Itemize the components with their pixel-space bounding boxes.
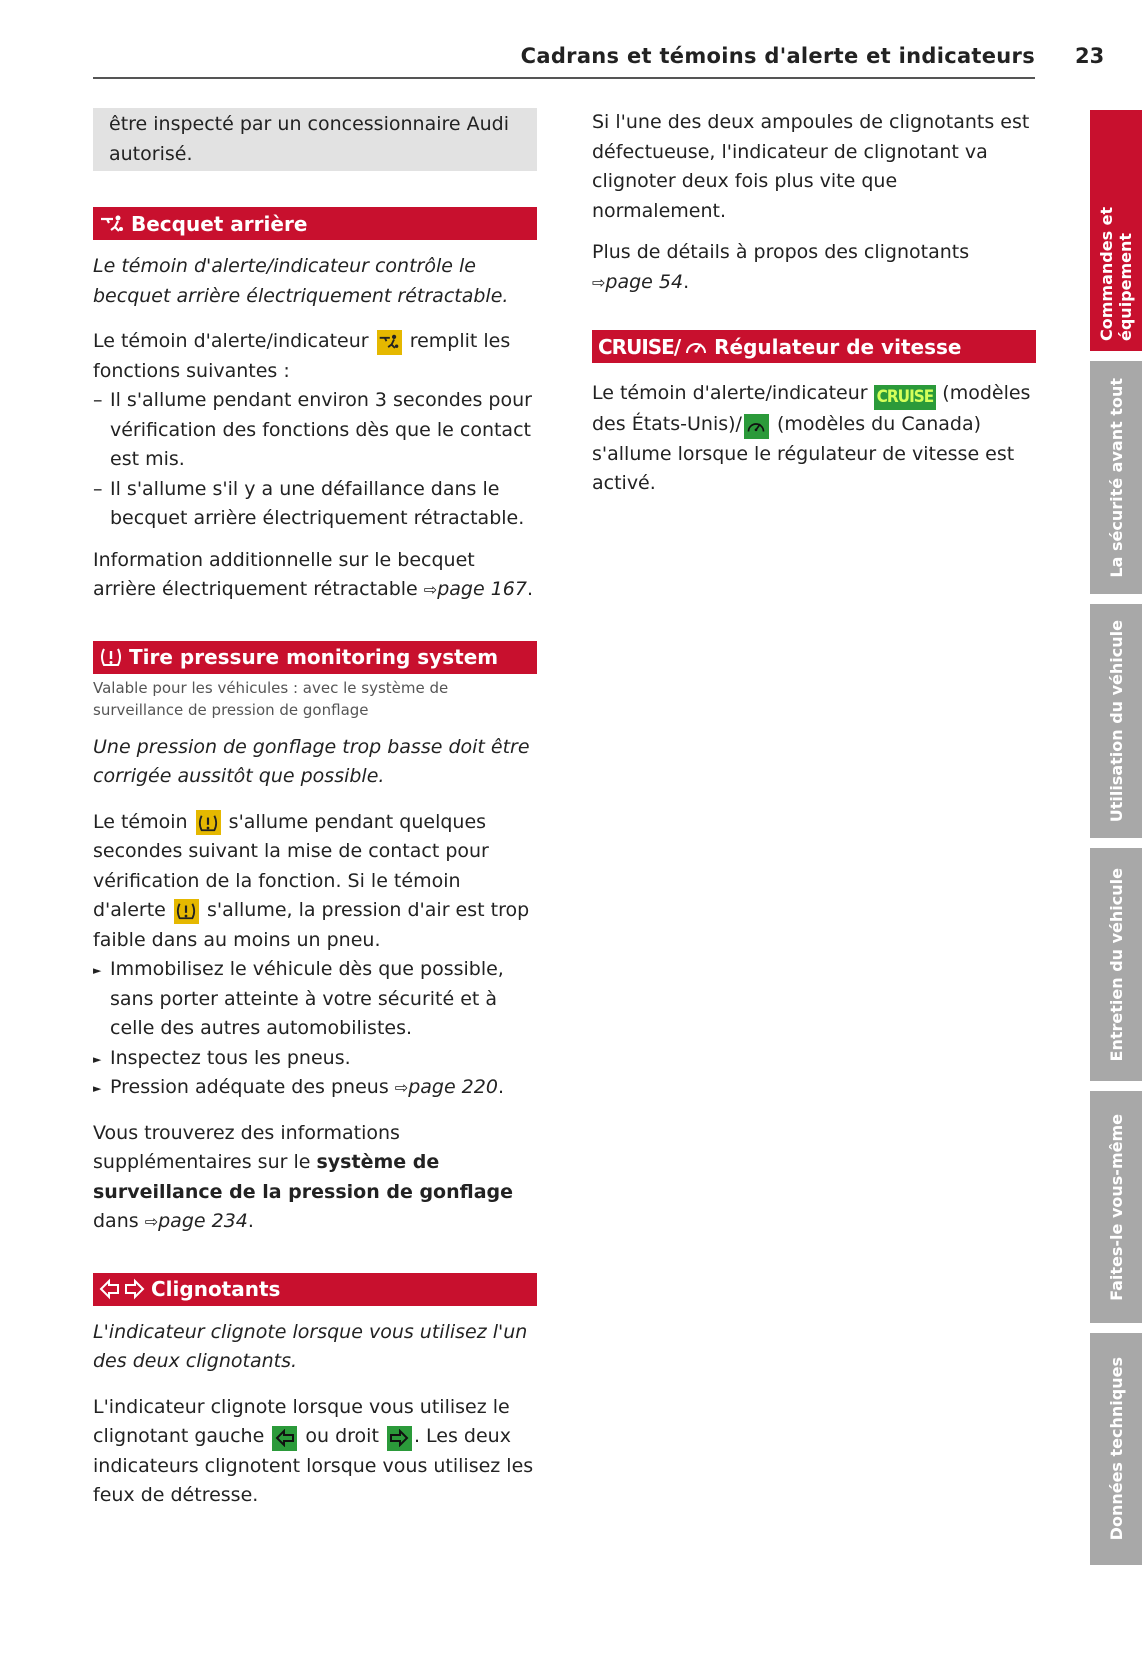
left-column [93, 108, 537, 1511]
sidebar-tab-label: Entretien du véhicule [1106, 867, 1126, 1062]
arrow-right-icon: ⇨ [423, 580, 438, 599]
tpms-pressure-page-ref-text: page 220 [408, 1076, 498, 1098]
sidebar-tab-donnees[interactable] [1090, 1333, 1142, 1565]
turn-paragraph [93, 1393, 537, 1511]
turn-more-end: . [683, 270, 690, 293]
section-header-turn-signals [93, 1273, 537, 1306]
carryover-note: être inspecté par un concessionnaire Audi autorisé. [93, 108, 537, 171]
tpms-p1-c: s'allume, la pression d'air est trop faible dans au moins un pneu. [93, 899, 530, 951]
spoiler-function-list [93, 386, 537, 534]
cruise-paragraph [592, 379, 1036, 499]
sidebar-tab-label: Faites-le vous-même [1106, 1113, 1126, 1301]
speedometer-indicator-icon [744, 414, 769, 439]
header-rule [93, 77, 1035, 79]
section-title-tpms: Tire pressure monitoring system [129, 645, 499, 669]
list-item: ► Immobilisez le véhicule dès que possible, sans porter atteinte à votre sécurité et à celle des autres automobilistes. [93, 955, 537, 1044]
running-header-title: Cadrans et témoins d'alerte et indicateurs [520, 44, 1035, 68]
cruise-indicator-lamp: CRUISE [874, 385, 937, 410]
turn-intro: L'indicateur clignote lorsque vous utilisez l'un des deux clignotants. [93, 1320, 528, 1372]
cruise-heading-prefix: CRUISE/ [598, 334, 681, 359]
turn-more-info [592, 238, 1036, 297]
sidebar-tab-label: La sécurité avant tout [1106, 377, 1126, 578]
tpms-p1-a: Le témoin [93, 810, 188, 833]
tire-pressure-icon [99, 646, 123, 668]
spoiler-info-text: Information additionnelle sur le becquet arrière électriquement rétractable [93, 548, 475, 600]
cruise-p1-a: Le témoin d'alerte/indicateur [592, 382, 868, 404]
sidebar-tab-entretien[interactable] [1090, 848, 1142, 1081]
right-column [592, 108, 1036, 499]
tpms-intro: Une pression de gonflage trop basse doit être corrigée aussitôt que possible. [93, 735, 530, 787]
turn-p1-b: ou droit [305, 1425, 379, 1447]
tpms-warning-icon [174, 899, 199, 924]
spoiler-info [93, 546, 537, 605]
section-header-tpms [93, 641, 537, 674]
tpms-more-end: . [247, 1210, 254, 1232]
right-turn-indicator-icon [387, 1426, 412, 1451]
sidebar-tab-label: Commandes et équipement [1097, 206, 1135, 341]
turn-p1-c: . Les deux indicateurs clignotent lorsque vous utilisez les feux de détresse. [93, 1425, 534, 1506]
tpms-system-page-ref-text: page 234 [158, 1210, 248, 1232]
tpms-more-bold: système de surveillance de la pression de gonflage [93, 1151, 514, 1203]
list-item: ► Inspectez tous les pneus. [93, 1044, 537, 1074]
tpms-paragraph [93, 808, 537, 956]
tpms-bullet3-end: . [497, 1076, 504, 1098]
section-title-cruise: Régulateur de vitesse [714, 334, 962, 359]
speedometer-icon [684, 337, 708, 357]
cruise-p1-c: (modèles du Canada) s'allume lorsque le régulateur de vitesse est activé. [592, 413, 1015, 494]
arrow-right-icon: ⇨ [394, 1078, 409, 1097]
page-number: 23 [1075, 44, 1105, 68]
sidebar-tab-commandes[interactable] [1090, 110, 1142, 351]
tpms-more-a: Vous trouverez des informations supplémentaires sur le [93, 1121, 400, 1173]
list-item: – Il s'allume pendant environ 3 secondes pour vérification des fonctions dès que le contact est mis. [93, 386, 537, 475]
tpms-p1-b: s'allume pendant quelques secondes suivant la mise de contact pour vérification de la fonction. Si le témoin d'alerte [93, 810, 489, 921]
tpms-action-list [93, 955, 537, 1103]
sidebar-tab-label: Utilisation du véhicule [1106, 619, 1126, 823]
sidebar-tab-utilisation[interactable] [1090, 604, 1142, 838]
section-header-spoiler [93, 207, 537, 240]
turn-signal-icon [99, 1278, 145, 1300]
tpms-applicability-note: Valable pour les véhicules : avec le système de surveillance de pression de gonflage [93, 678, 449, 719]
spoiler-info-end: . [526, 578, 534, 600]
turn-page-ref-text: page 54 [605, 270, 684, 293]
section-header-cruise [592, 330, 1036, 363]
tpms-more-info [93, 1119, 537, 1237]
sidebar-tab-label: Données techniques [1106, 1357, 1126, 1541]
spoiler-paragraph [93, 327, 537, 386]
tpms-bullet3-text: Pression adéquate des pneus [110, 1076, 389, 1098]
spoiler-page-ref-text: page 167 [437, 578, 527, 600]
spoiler-intro: Le témoin d'alerte/indicateur contrôle le becquet arrière électriquement rétractable. [93, 255, 509, 307]
tpms-warning-icon [196, 810, 221, 835]
spoiler-p1-before: Le témoin d'alerte/indicateur [93, 330, 369, 352]
spoiler-page-ref[interactable] [424, 578, 527, 600]
arrow-right-icon: ⇨ [592, 272, 606, 292]
turn-more-text: Plus de détails à propos des clignotants [592, 241, 970, 263]
section-title-turn-signals: Clignotants [151, 1277, 281, 1301]
arrow-right-icon: ⇨ [144, 1212, 159, 1231]
tpms-more-b: dans [93, 1210, 139, 1232]
sidebar-tab-faites-le[interactable] [1090, 1091, 1142, 1323]
left-turn-indicator-icon [272, 1426, 297, 1451]
list-item: – Il s'allume s'il y a une défaillance dans le becquet arrière électriquement rétractable. [93, 475, 537, 534]
tpms-system-page-ref[interactable] [145, 1210, 248, 1232]
turn-page-ref[interactable] [592, 271, 683, 293]
spoiler-p1-after: remplit les fonctions suivantes : [93, 330, 511, 382]
turn-continuation: Si l'une des deux ampoules de clignotants est défectueuse, l'indicateur de clignotant va clignoter deux fois plus vite que normalement. [592, 111, 1030, 222]
turn-p1-a: L'indicateur clignote lorsque vous utilisez le clignotant gauche [93, 1395, 510, 1447]
list-item [93, 1073, 537, 1103]
tpms-pressure-page-ref[interactable] [395, 1076, 498, 1098]
spoiler-warning-icon [377, 330, 402, 355]
section-title-spoiler: Becquet arrière [131, 211, 308, 236]
spoiler-icon [99, 213, 125, 235]
cruise-p1-b: (modèles des États-Unis)/ [592, 382, 1031, 435]
sidebar-tab-securite[interactable] [1090, 361, 1142, 594]
